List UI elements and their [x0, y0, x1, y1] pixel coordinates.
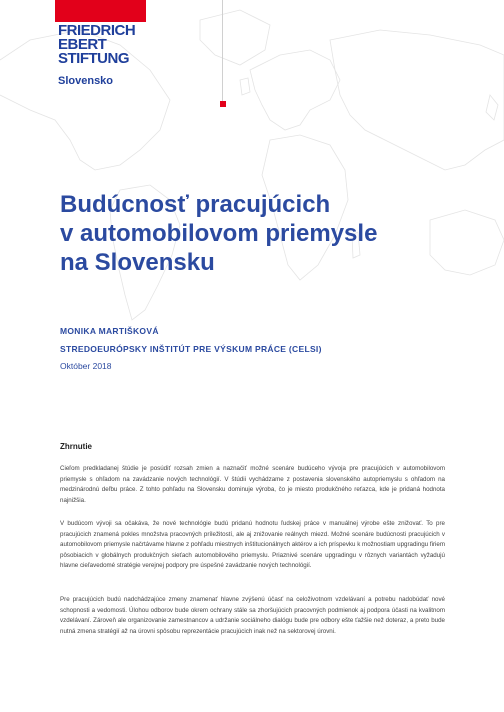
summary-paragraph-2: V budúcom vývoji sa očakáva, že nové technológie budú pridanú hodnotu ľudskej práce v manuálnej výrobe ešte znižovať. To pre pracujúcich znamená pokles množstva pracovných príležitostí, ale aj znižovanie reálnych miezd. Možné scenáre budúcnosti pracujúcich v automobilovom priemysle načrtávame hlavne z pohľadu miestnych inštitucionálnych aktérov a ich príspevku k možnostiam upgradingu firiem pôsobiacich v globálnych produkčných sieťach automobilového priemyslu. Priaznivé scenáre upgradingu v rôznych variantách vyžadujú hlavne cieľavedomé stratégie verejnej podpory pre úspešné zavádzanie nových technológií.: [60, 520, 445, 570]
logo-line-stiftung: STIFTUNG: [58, 50, 129, 67]
publication-date: Október 2018: [60, 361, 112, 371]
map-island-japan: [486, 95, 498, 120]
logo-country: Slovensko: [58, 75, 114, 87]
title-line-2: v automobilovom priemysle: [60, 220, 378, 247]
summary-heading: Zhrnutie: [60, 442, 92, 451]
map-continent-europe: [250, 50, 340, 130]
title-line-1: Budúcnosť pracujúcich: [60, 191, 331, 218]
logo-line-friedrich: FRIEDRICH: [58, 22, 136, 39]
summary-paragraph-1: Cieľom predkladanej štúdie je posúdiť rozsah zmien a naznačiť možné scenáre budúceho vývoja pre pracujúcich v automobilovom priemysle s ohľadom na zavádzanie nových technológií. V štúdii vychádzame z postavenia slovenského autopriemyslu s ohľadom na medzinárodnú deľbu práce. Z tohto pohľadu na Slovensku dominuje výroba, čo je miesto produkčného reťazca, kde je pridaná hodnota najnižšia.: [60, 465, 445, 504]
summary-paragraph-3: Pre pracujúcich budú nadchádzajúce zmeny znamenať hlavne zvýšenú účasť na celoživotnom vzdelávaní a potrebu nadobúdať nové schopnosti a vedomosti. Úlohou odborov bude okrem ochrany stále sa zhoršujúcich pracovných podmienok aj podpora účasti na kvalitnom vzdelávaní. Zároveň ale organizovanie zamestnancov a udržanie sociálneho dialógu bude pre odbory ešte ťažšie než doteraz, a preto bude nutná zmena stratégií až na úrovni spôsobu reprezentácie pracujúcich inak než na sektorovej úrovni.: [60, 596, 445, 635]
decorative-marker-line: [222, 0, 223, 101]
map-continent-greenland: [200, 10, 270, 65]
map-continent-asia: [330, 30, 504, 170]
author-name: MONIKA MARTIŠKOVÁ: [60, 326, 159, 336]
map-island-uk: [240, 78, 250, 95]
document-title: [60, 190, 460, 277]
decorative-red-square: [220, 101, 226, 107]
fes-logo-red-block: [55, 0, 146, 22]
logo-line-ebert: EBERT: [58, 36, 107, 53]
fes-logo: [58, 24, 168, 66]
institute-name: STREDOEURÓPSKY INŠTITÚT PRE VÝSKUM PRÁCE (CELSI): [60, 344, 322, 354]
title-line-3: na Slovensku: [60, 249, 215, 276]
